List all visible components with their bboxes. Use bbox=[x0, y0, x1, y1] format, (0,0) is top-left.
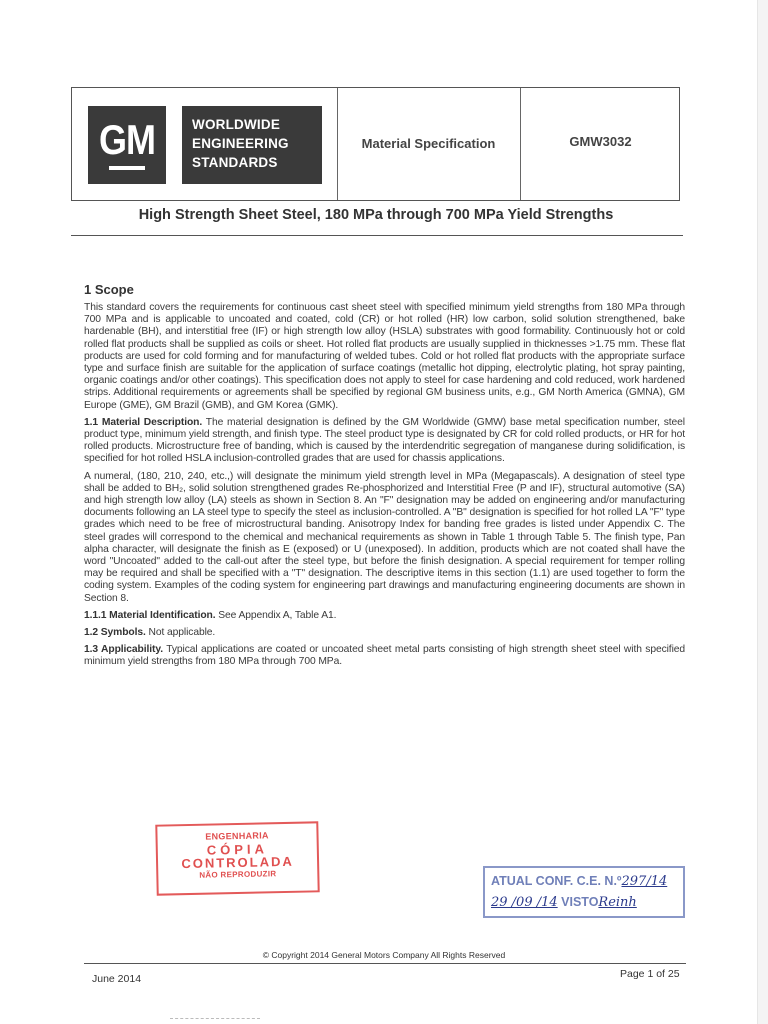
page-edge bbox=[757, 0, 768, 1024]
wes-line: STANDARDS bbox=[192, 155, 278, 170]
symbols-paragraph bbox=[84, 627, 685, 639]
section-text: See Appendix A, Table A1. bbox=[218, 609, 337, 621]
material-specification-label: Material Specification bbox=[361, 136, 496, 151]
stamp-row bbox=[491, 892, 677, 913]
stamp-line: ENGENHARIA bbox=[205, 830, 269, 842]
scan-artifact bbox=[170, 1018, 260, 1019]
wes-line: ENGINEERING bbox=[192, 136, 289, 151]
page-number: Page 1 of 25 bbox=[620, 968, 680, 980]
stamp-line: NÃO REPRODUZIR bbox=[199, 869, 277, 880]
handwritten-number: 297/14 bbox=[621, 874, 668, 889]
section-text: Not applicable. bbox=[148, 627, 216, 639]
stamp-label: VISTO bbox=[561, 895, 599, 909]
handwritten-date: 29 /09 /14 bbox=[491, 895, 558, 910]
controlled-copy-stamp bbox=[155, 821, 319, 895]
document-title: High Strength Sheet Steel, 180 MPa through 700 MPa Yield Strengths bbox=[138, 207, 614, 223]
scope-paragraph: This standard covers the requirements for continuous cast sheet steel with specified minimum yield strengths from 180 MPa through 700 MPa and is applicable to uncoated and coated, cold (CR) or hot rolled (HR) low carbon, solid solution strengthened, bake hardenable (BH), and interstitial free (IF) or high strength low alloy (HSLA) substrates with good formability. Continuously hot or cold rolled flat products shall be supplied as coils or sheet. Hot rolled flat products are usually supplied in thicknesses >1.75 mm. These flat products are used for cold forming and for manufacturing of welded tubes. Cold or hot rolled flat products with the appropriate surface type and surface finish are suitable for the application of surface coatings (metallic hot dipping, electrolytic plating, hot spray painting, organic coatings and/or other coatings). This specification does not apply to steel for case hardening and cold reduced, work hardened strips. Additional requirements or agreements shall be specified by regional GM business units, e.g., GM North America (GMNA), GM Europe (GME), GM Brazil (GMB), and GM Korea (GMK). bbox=[84, 302, 685, 411]
copyright-notice: © Copyright 2014 General Motors Company All Rights Reserved bbox=[262, 950, 506, 960]
numeral-paragraph: A numeral, (180, 210, 240, etc.,) will designate the minimum yield strength level in MPa (Megapascals). A designation of steel type shall be added to BH₂, solid solution strengthened grades Re-phosphorized and Interstitial Free (P and IF), structural automotive (SA) and high strength low alloy (LA) steels as shown in Section 8. An "F" designation may be added on engineering and/or manufacturing documents following an LA steel type to specify the steel as inclusion-controlled. A "B" designation is specified for hot rolled LA "F" type grades which need to be free of microstructural banding. Anisotropy Index for banding free grades is listed under Appendix C. The steel grades will correspond to the chemical and mechanical requirements as shown in Table 1 through Table 5. The finish type, Pan alpha character, will designate the finish as E (exposed) or U (unexposed). In addition, products which are not coated shall have the word "Uncoated" added to the call-out after the steel type, but before the finish designation. A special requirement for temper rolling may be required and shall be specified with a "T" designation. The descriptive items in this section (1.1) are used together to form the coding system. Examples of the coding system for engineering part drawings and manufacturing engineering documents are shown in Section 8. bbox=[84, 470, 685, 604]
gm-logo-text: GM bbox=[99, 115, 155, 163]
gm-logo-bar bbox=[109, 166, 145, 170]
material-identification-paragraph bbox=[84, 610, 685, 622]
worldwide-engineering-standards-block bbox=[182, 106, 322, 184]
header-box bbox=[71, 87, 680, 201]
section-text: The material designation is defined by the GM Worldwide (GMW) base metal specification number, steel product type, minimum yield strength, and finish type. The steel product type is designated by CR for cold rolled products, or HR for hot rolled products. Microstructure free of banding, which is caused by the interdendritic segregation of manganese during solidification, is specified for hot rolled HSLA inclusion-controlled grades that are used for chassis applications. bbox=[84, 416, 685, 465]
stamp-row bbox=[491, 871, 677, 892]
stamp-line: CONTROLADA bbox=[181, 853, 294, 872]
applicability-paragraph bbox=[84, 644, 685, 668]
section-text: Typical applications are coated or uncoated sheet metal parts consisting of high strength sheet steel with specified minimum yield strengths from 180 MPa through 700 MPa. bbox=[84, 644, 686, 668]
stamp-line: CÓPIA bbox=[206, 841, 269, 858]
section-label: 1.1 Material Description. bbox=[84, 416, 203, 428]
document-body bbox=[84, 282, 685, 674]
handwritten-signature: Reinh bbox=[598, 895, 637, 910]
scope-heading: 1 Scope bbox=[84, 282, 134, 297]
section-label: 1.3 Applicability. bbox=[84, 644, 163, 656]
revision-stamp bbox=[483, 866, 685, 918]
footer-date: June 2014 bbox=[92, 973, 142, 985]
gm-logo bbox=[88, 106, 166, 184]
stamp-label: ATUAL CONF. C.E. N.º bbox=[491, 874, 622, 888]
footer-rule bbox=[84, 963, 686, 964]
section-label: 1.2 Symbols. bbox=[84, 627, 146, 639]
wes-line: WORLDWIDE bbox=[192, 117, 281, 132]
title-rule bbox=[71, 235, 683, 236]
document-number: GMW3032 bbox=[569, 134, 632, 149]
section-label: 1.1.1 Material Identification. bbox=[84, 609, 216, 621]
material-description-paragraph bbox=[84, 417, 685, 466]
